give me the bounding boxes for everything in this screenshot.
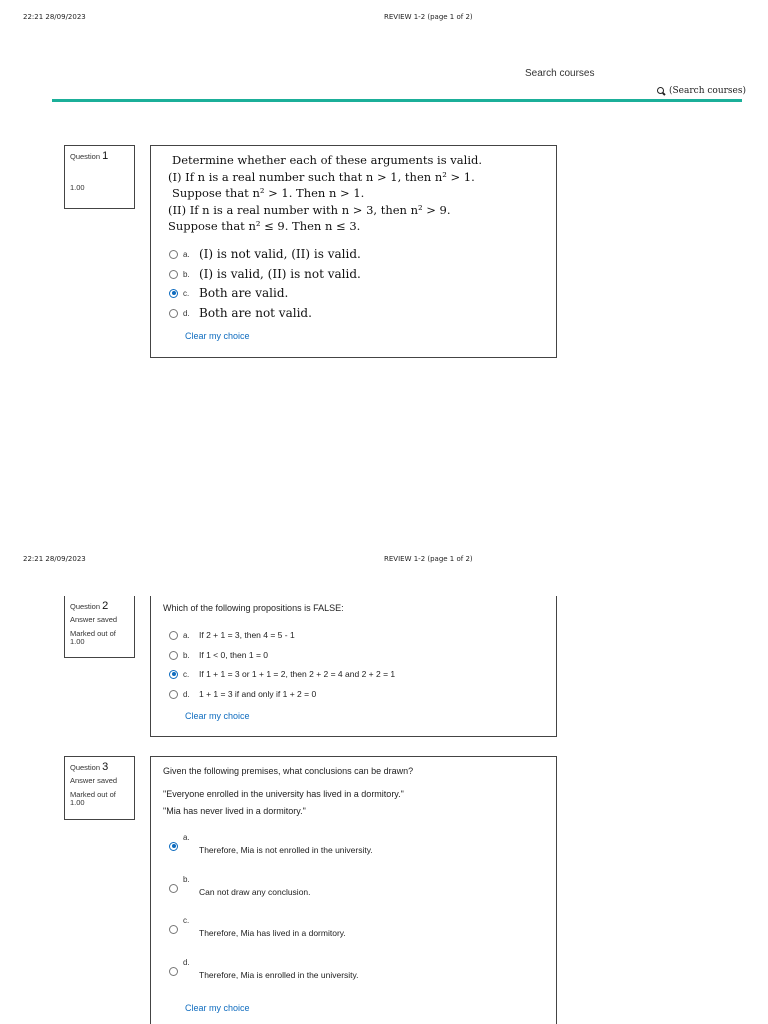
- question-state: Answer saved: [70, 776, 118, 785]
- option-text: (I) is valid, (II) is not valid.: [199, 267, 361, 281]
- answer-option-d[interactable]: [169, 306, 312, 320]
- question-text-line: Suppose that n² > 1. Then n > 1.: [172, 186, 365, 200]
- radio-button[interactable]: [169, 270, 178, 279]
- radio-button[interactable]: [169, 967, 178, 976]
- print-datetime: 22:21 28/09/2023: [23, 13, 86, 21]
- option-letter: b.: [183, 875, 190, 884]
- question-1-content: [150, 145, 557, 358]
- question-label: Question: [70, 152, 101, 161]
- question-2-content: [150, 596, 557, 737]
- option-letter: b.: [183, 650, 190, 660]
- question-label: Question: [70, 602, 101, 611]
- option-text: If 1 + 1 = 3 or 1 + 1 = 2, then 2 + 2 = 4 and 2 + 2 = 1: [199, 669, 396, 679]
- option-letter: a.: [183, 630, 190, 640]
- answer-option-b[interactable]: [169, 650, 268, 660]
- radio-button[interactable]: [169, 309, 178, 318]
- radio-button[interactable]: [169, 631, 178, 640]
- question-1-info: [64, 145, 135, 209]
- answer-option-b[interactable]: [169, 875, 311, 897]
- question-3-text: Given the following premises, what conclusions can be drawn?: [163, 766, 414, 776]
- answer-option-c[interactable]: [169, 286, 288, 300]
- question-text-line: (II) If n is a real number with n > 3, then n² > 9.: [168, 202, 451, 217]
- option-text: Both are valid.: [199, 286, 289, 300]
- question-marks: Marked out of 1.00: [70, 629, 116, 646]
- clear-choice-link[interactable]: Clear my choice: [185, 331, 250, 341]
- question-1-text: [168, 152, 482, 235]
- answer-option-c[interactable]: [169, 916, 346, 938]
- print-title: REVIEW 1-2 (page 1 of 2): [384, 13, 473, 21]
- option-text: Therefore, Mia is enrolled in the university.: [199, 970, 359, 980]
- option-letter: b.: [183, 269, 190, 279]
- clear-choice-link[interactable]: Clear my choice: [185, 1003, 250, 1013]
- question-number: 1: [102, 150, 109, 162]
- answer-option-c[interactable]: [169, 669, 395, 679]
- radio-button-selected[interactable]: [169, 842, 178, 851]
- option-letter: c.: [183, 916, 190, 925]
- question-text-line: Determine whether each of these arguments is valid.: [172, 153, 483, 167]
- question-text-line: Suppose that n² ≤ 9. Then n ≤ 3.: [168, 219, 361, 233]
- option-letter: a.: [183, 833, 190, 842]
- search-courses-label: Search courses: [525, 68, 595, 79]
- print-datetime: 22:21 28/09/2023: [23, 555, 86, 563]
- question-2-info: [64, 596, 135, 658]
- radio-button[interactable]: [169, 884, 178, 893]
- radio-button[interactable]: [169, 250, 178, 259]
- option-letter: d.: [183, 308, 190, 318]
- search-courses-link[interactable]: [657, 86, 746, 96]
- answer-option-d[interactable]: [169, 958, 359, 980]
- question-number: 2: [102, 600, 109, 612]
- option-text: Therefore, Mia has lived in a dormitory.: [199, 928, 346, 938]
- radio-button-selected[interactable]: [169, 289, 178, 298]
- option-text: Therefore, Mia is not enrolled in the university.: [199, 845, 373, 855]
- question-marks: 1.00: [70, 183, 85, 192]
- option-text: Both are not valid.: [199, 306, 312, 320]
- print-title: REVIEW 1-2 (page 1 of 2): [384, 555, 473, 563]
- question-2-text: Which of the following propositions is FALSE:: [163, 603, 344, 613]
- question-3-content: [150, 756, 557, 1024]
- radio-button[interactable]: [169, 690, 178, 699]
- answer-option-a[interactable]: [169, 833, 373, 855]
- premise-2: "Mia has never lived in a dormitory.": [163, 806, 306, 816]
- answer-option-a[interactable]: [169, 247, 361, 261]
- option-text: If 1 < 0, then 1 = 0: [199, 650, 268, 660]
- question-text-line: (I) If n is a real number such that n > 1, then n² > 1.: [168, 169, 475, 184]
- option-text: If 2 + 1 = 3, then 4 = 5 - 1: [199, 630, 295, 640]
- radio-button[interactable]: [169, 925, 178, 934]
- question-number: 3: [102, 761, 109, 773]
- radio-button-selected[interactable]: [169, 670, 178, 679]
- option-letter: d.: [183, 958, 190, 967]
- header-divider: [52, 99, 742, 102]
- option-text: 1 + 1 = 3 if and only if 1 + 2 = 0: [199, 689, 317, 699]
- search-link-text: (Search courses): [669, 86, 747, 96]
- option-text: Can not draw any conclusion.: [199, 887, 311, 897]
- question-3-info: [64, 756, 135, 820]
- premise-1: "Everyone enrolled in the university has lived in a dormitory.": [163, 789, 404, 799]
- answer-option-a[interactable]: [169, 630, 295, 640]
- question-label: Question: [70, 763, 101, 772]
- answer-option-d[interactable]: [169, 689, 316, 699]
- option-letter: d.: [183, 689, 190, 699]
- option-letter: a.: [183, 249, 190, 259]
- question-state: Answer saved: [70, 615, 118, 624]
- clear-choice-link[interactable]: Clear my choice: [185, 711, 250, 721]
- question-marks: Marked out of 1.00: [70, 790, 116, 807]
- option-text: (I) is not valid, (II) is valid.: [199, 247, 361, 261]
- radio-button[interactable]: [169, 651, 178, 660]
- option-letter: c.: [183, 288, 190, 298]
- search-icon: [657, 87, 666, 96]
- option-letter: c.: [183, 669, 190, 679]
- answer-option-b[interactable]: [169, 267, 361, 281]
